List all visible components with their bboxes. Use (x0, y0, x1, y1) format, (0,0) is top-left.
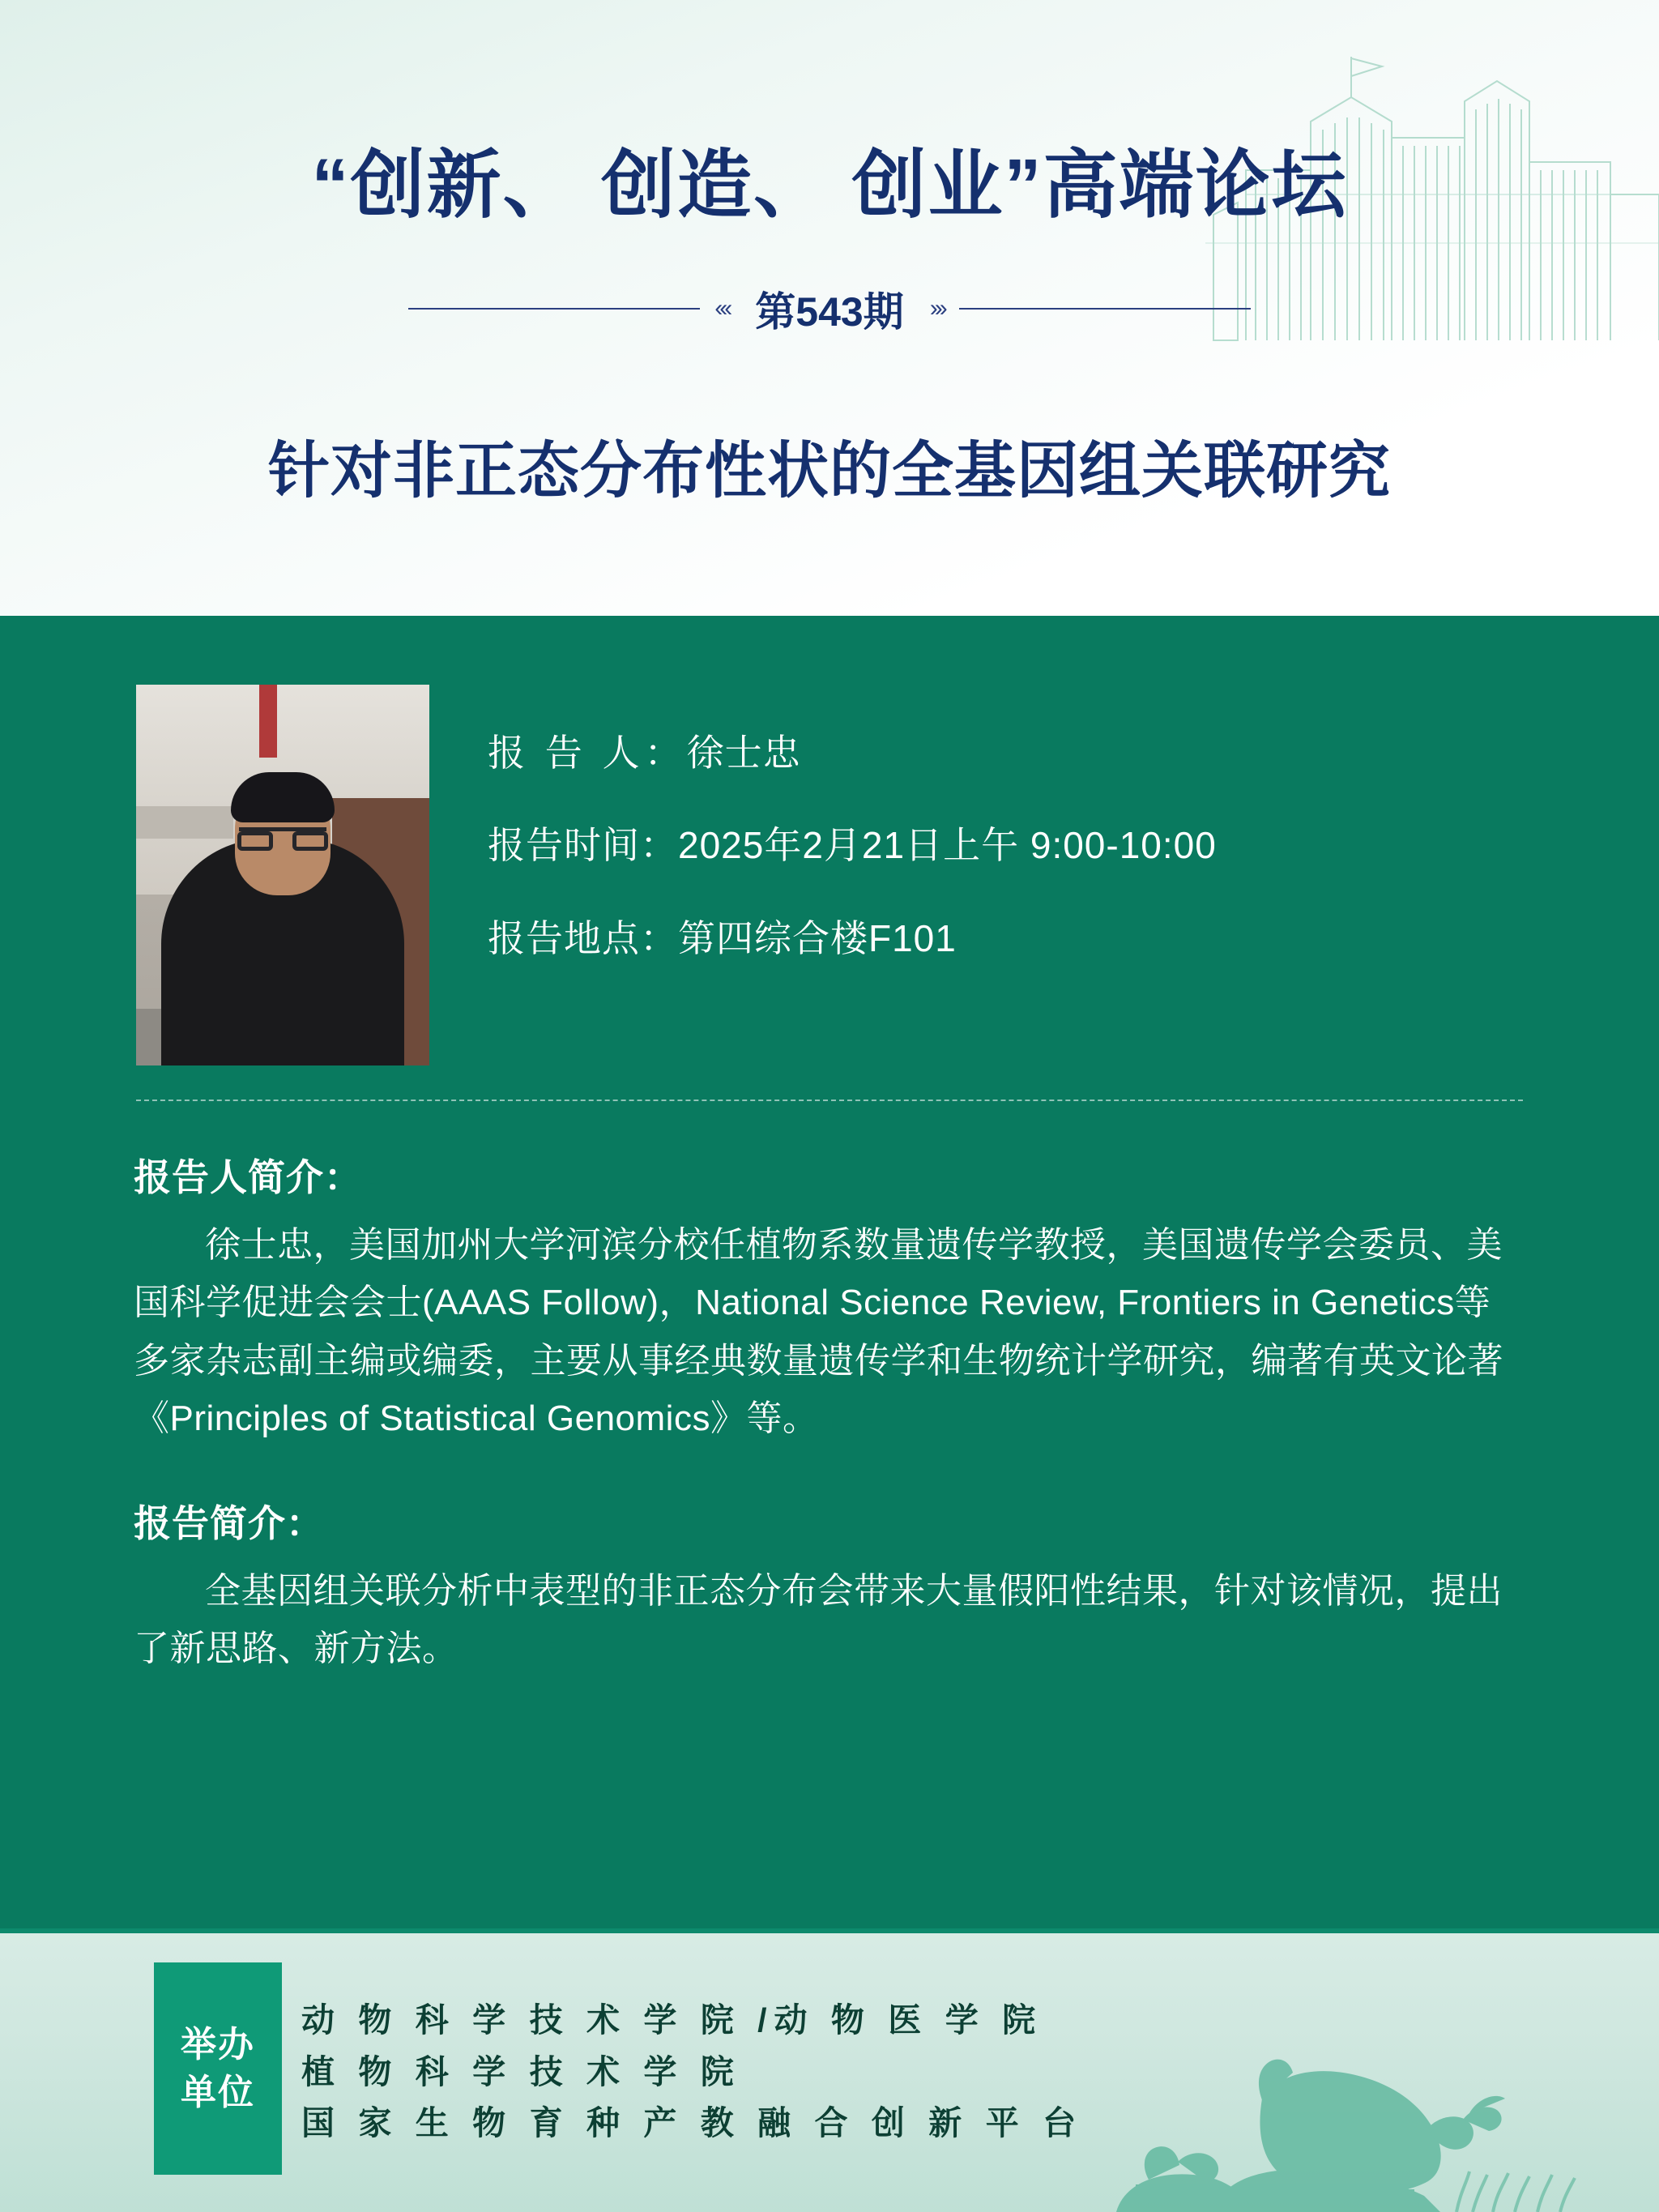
chevron-left-icon: ‹‹‹ (714, 295, 730, 322)
speaker-block (0, 616, 1659, 1065)
speaker-portrait (136, 685, 429, 1065)
speaker-name: 徐士忠 (686, 732, 801, 774)
bio-section (0, 1148, 1659, 1678)
livestock-silhouette-icon (1019, 1977, 1602, 2212)
organizer-badge-line2: 单位 (181, 2073, 255, 2112)
abstract-text: 全基因组关联分析中表型的非正态分布会带来大量假阳性结果，针对该情况，提出了新思路、新方法。 (134, 1571, 1503, 1669)
time-label: 报告时间： (488, 824, 678, 867)
time-row (488, 826, 1217, 865)
place-label: 报告地点： (488, 916, 678, 959)
place-value: 第四综合楼F101 (678, 916, 957, 959)
speaker-row (488, 733, 1217, 772)
bio-title: 报告人简介： (134, 1156, 362, 1198)
poster-body (0, 616, 1659, 1928)
poster-footer (0, 1928, 1659, 2212)
time-value: 2025年2月21日上午 9:00-10:00 (678, 824, 1217, 867)
page-title: “创新、 创造、 创业”高端论坛 (311, 144, 1348, 227)
organizer-badge (154, 1962, 282, 2175)
section-divider (136, 1100, 1523, 1101)
poster-header (0, 0, 1659, 616)
issue-line-left (408, 308, 700, 310)
issue-line-right (959, 308, 1251, 310)
organizer-line-3: 国 家 生 物 育 种 产 教 融 合 创 新 平 台 (301, 2104, 1084, 2142)
footer-top-rule (0, 1928, 1659, 1933)
lecture-title: 针对非正态分布性状的全基因组关联研究 (268, 437, 1391, 506)
organizer-line-2: 植 物 科 学 技 术 学 院 (301, 2052, 741, 2090)
issue-row (0, 280, 1659, 338)
abstract-title: 报告简介： (134, 1502, 324, 1545)
organizer-line-1: 动 物 科 学 技 术 学 院 /动 物 医 学 院 (301, 2001, 1043, 2039)
speaker-label: 报 告 人： (488, 732, 687, 774)
chevron-right-icon: ››› (929, 295, 945, 322)
bio-text: 徐士忠，美国加州大学河滨分校任植物系数量遗传学教授，美国遗传学会委员、美国科学促进会会士(AAAS Follow)，National Science Review, Frontiers in Genetics等多家杂志副主编或编委，主要从事经典数量遗传学和生物统计学研究，编著有英文论著《Principles of Statistical Genomics》等。 (134, 1225, 1503, 1438)
place-row (488, 916, 1217, 959)
issue-number: 第543期 (755, 289, 904, 335)
organizer-badge-line1: 举办 (181, 2024, 255, 2065)
organizer-list (301, 1995, 1083, 2150)
lecture-meta (488, 685, 1217, 1011)
